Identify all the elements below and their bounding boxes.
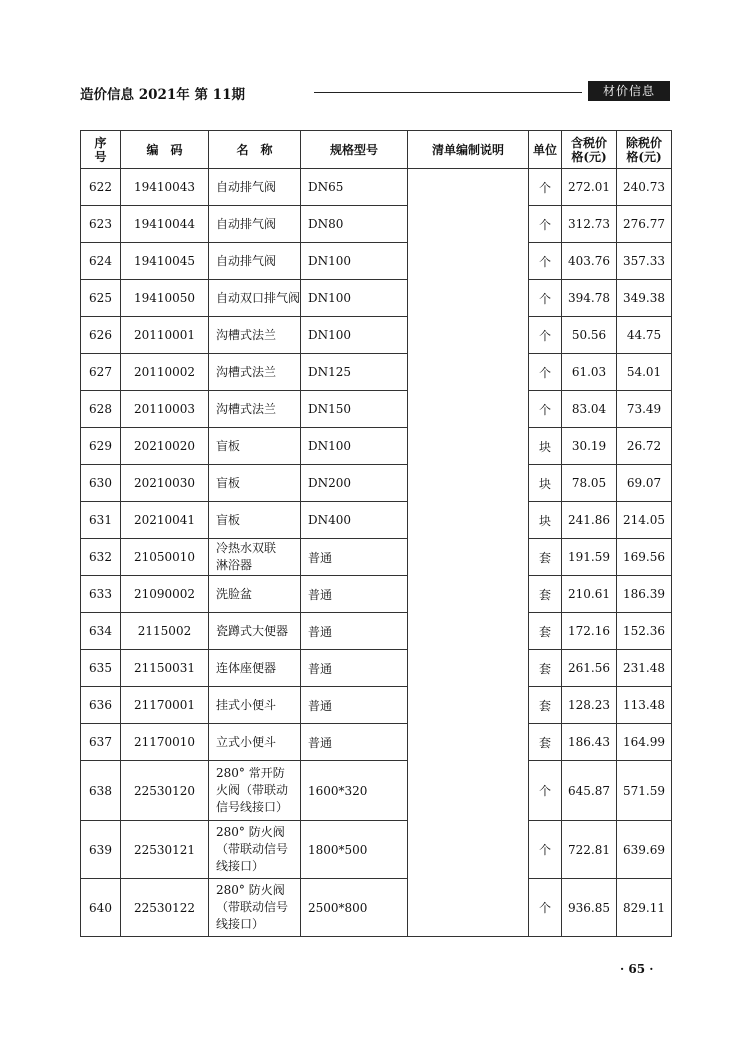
cell-unit: 个	[529, 354, 562, 391]
section-tag: 材价信息	[588, 81, 670, 101]
cell-code: 21170001	[121, 687, 209, 724]
cell-unit: 个	[529, 206, 562, 243]
cell-spec: 1600*320	[301, 761, 408, 821]
cell-name: 自动排气阀	[209, 169, 301, 206]
cell-seq: 640	[81, 879, 121, 937]
cell-unit: 套	[529, 613, 562, 650]
header-code: 编 码	[121, 131, 209, 169]
page-header	[80, 80, 670, 106]
cell-spec: 普通	[301, 687, 408, 724]
cell-seq: 630	[81, 465, 121, 502]
cell-name: 挂式小便斗	[209, 687, 301, 724]
cell-price-tax: 936.85	[562, 879, 617, 937]
table-body	[81, 169, 672, 937]
cell-price-tax: 394.78	[562, 280, 617, 317]
cell-code: 19410045	[121, 243, 209, 280]
cell-price-notax: 73.49	[617, 391, 672, 428]
cell-price-notax: 169.56	[617, 539, 672, 576]
cell-seq: 632	[81, 539, 121, 576]
table-row	[81, 761, 672, 821]
cell-price-notax: 276.77	[617, 206, 672, 243]
cell-name: 沟槽式法兰	[209, 391, 301, 428]
cell-seq: 628	[81, 391, 121, 428]
table-row	[81, 821, 672, 879]
table-row	[81, 391, 672, 428]
cell-name: 自动排气阀	[209, 206, 301, 243]
table-header-row	[81, 131, 672, 169]
cell-name: 沟槽式法兰	[209, 317, 301, 354]
cell-price-notax: 152.36	[617, 613, 672, 650]
table-row	[81, 687, 672, 724]
cell-spec: DN400	[301, 502, 408, 539]
cell-price-tax: 186.43	[562, 724, 617, 761]
cell-code: 19410043	[121, 169, 209, 206]
cell-price-tax: 210.61	[562, 576, 617, 613]
cell-seq: 627	[81, 354, 121, 391]
cell-seq: 624	[81, 243, 121, 280]
cell-price-tax: 191.59	[562, 539, 617, 576]
cell-code: 20210030	[121, 465, 209, 502]
cell-spec: 1800*500	[301, 821, 408, 879]
cell-name: 自动排气阀	[209, 243, 301, 280]
cell-price-notax: 54.01	[617, 354, 672, 391]
cell-code: 22530120	[121, 761, 209, 821]
cell-unit: 个	[529, 317, 562, 354]
price-table	[80, 130, 672, 937]
header-rule	[314, 92, 582, 93]
header-price-notax: 除税价 格(元)	[617, 131, 672, 169]
table-row	[81, 169, 672, 206]
table-row	[81, 613, 672, 650]
table-row	[81, 428, 672, 465]
cell-spec: DN80	[301, 206, 408, 243]
cell-code: 22530121	[121, 821, 209, 879]
cell-price-notax: 231.48	[617, 650, 672, 687]
cell-code: 21090002	[121, 576, 209, 613]
cell-price-notax: 26.72	[617, 428, 672, 465]
cell-seq: 631	[81, 502, 121, 539]
cell-price-tax: 78.05	[562, 465, 617, 502]
cell-spec: DN100	[301, 428, 408, 465]
cell-price-tax: 83.04	[562, 391, 617, 428]
cell-seq: 625	[81, 280, 121, 317]
cell-price-tax: 30.19	[562, 428, 617, 465]
cell-name: 瓷蹲式大便器	[209, 613, 301, 650]
table-row	[81, 206, 672, 243]
publication-title: 造价信息 2021年 第 11期	[80, 87, 245, 103]
page-number: · 65 ·	[620, 962, 654, 976]
cell-unit: 块	[529, 428, 562, 465]
cell-name: 冷热水双联 淋浴器	[209, 539, 301, 576]
cell-price-tax: 261.56	[562, 650, 617, 687]
cell-seq: 639	[81, 821, 121, 879]
cell-price-notax: 829.11	[617, 879, 672, 937]
cell-price-notax: 113.48	[617, 687, 672, 724]
cell-spec: 普通	[301, 576, 408, 613]
cell-spec: DN150	[301, 391, 408, 428]
cell-note	[408, 169, 529, 937]
cell-seq: 635	[81, 650, 121, 687]
cell-code: 21170010	[121, 724, 209, 761]
cell-code: 20110001	[121, 317, 209, 354]
cell-price-tax: 722.81	[562, 821, 617, 879]
cell-code: 20110003	[121, 391, 209, 428]
table-row	[81, 280, 672, 317]
cell-name: 立式小便斗	[209, 724, 301, 761]
cell-seq: 634	[81, 613, 121, 650]
cell-price-notax: 69.07	[617, 465, 672, 502]
cell-unit: 套	[529, 650, 562, 687]
cell-unit: 块	[529, 465, 562, 502]
cell-name: 盲板	[209, 428, 301, 465]
cell-price-tax: 241.86	[562, 502, 617, 539]
table-row	[81, 650, 672, 687]
cell-price-notax: 214.05	[617, 502, 672, 539]
table-row	[81, 724, 672, 761]
cell-name: 280° 常开防 火阀（带联动 信号线接口）	[209, 761, 301, 821]
cell-seq: 637	[81, 724, 121, 761]
cell-unit: 个	[529, 821, 562, 879]
cell-spec: 普通	[301, 613, 408, 650]
table-row	[81, 576, 672, 613]
table-row	[81, 243, 672, 280]
cell-unit: 个	[529, 243, 562, 280]
cell-name: 280° 防火阀 （带联动信号 线接口）	[209, 879, 301, 937]
cell-unit: 个	[529, 391, 562, 428]
header-spec: 规格型号	[301, 131, 408, 169]
cell-unit: 套	[529, 539, 562, 576]
cell-spec: DN65	[301, 169, 408, 206]
cell-code: 20210041	[121, 502, 209, 539]
cell-seq: 626	[81, 317, 121, 354]
cell-name: 280° 防火阀 （带联动信号 线接口）	[209, 821, 301, 879]
cell-price-tax: 645.87	[562, 761, 617, 821]
cell-seq: 638	[81, 761, 121, 821]
cell-unit: 套	[529, 576, 562, 613]
table-row	[81, 317, 672, 354]
header-seq: 序 号	[81, 131, 121, 169]
cell-code: 19410050	[121, 280, 209, 317]
cell-seq: 623	[81, 206, 121, 243]
cell-price-notax: 571.59	[617, 761, 672, 821]
cell-spec: DN200	[301, 465, 408, 502]
cell-price-tax: 172.16	[562, 613, 617, 650]
cell-price-notax: 164.99	[617, 724, 672, 761]
cell-unit: 个	[529, 761, 562, 821]
cell-spec: 普通	[301, 650, 408, 687]
cell-price-notax: 349.38	[617, 280, 672, 317]
cell-seq: 636	[81, 687, 121, 724]
cell-code: 22530122	[121, 879, 209, 937]
cell-spec: DN100	[301, 317, 408, 354]
cell-price-notax: 186.39	[617, 576, 672, 613]
table-row	[81, 539, 672, 576]
cell-name: 自动双口排气阀	[209, 280, 301, 317]
cell-seq: 629	[81, 428, 121, 465]
cell-unit: 套	[529, 724, 562, 761]
cell-code: 2115002	[121, 613, 209, 650]
cell-name: 连体座便器	[209, 650, 301, 687]
cell-unit: 个	[529, 879, 562, 937]
header-note: 清单编制说明	[408, 131, 529, 169]
cell-unit: 套	[529, 687, 562, 724]
cell-price-notax: 240.73	[617, 169, 672, 206]
table-row	[81, 502, 672, 539]
cell-price-tax: 312.73	[562, 206, 617, 243]
cell-unit: 个	[529, 280, 562, 317]
cell-spec: DN125	[301, 354, 408, 391]
cell-code: 19410044	[121, 206, 209, 243]
cell-price-notax: 44.75	[617, 317, 672, 354]
cell-price-tax: 128.23	[562, 687, 617, 724]
header-price-tax: 含税价 格(元)	[562, 131, 617, 169]
cell-unit: 个	[529, 169, 562, 206]
cell-spec: DN100	[301, 243, 408, 280]
cell-name: 沟槽式法兰	[209, 354, 301, 391]
cell-seq: 633	[81, 576, 121, 613]
header-name: 名 称	[209, 131, 301, 169]
cell-name: 盲板	[209, 502, 301, 539]
cell-code: 21050010	[121, 539, 209, 576]
table-row	[81, 879, 672, 937]
cell-code: 21150031	[121, 650, 209, 687]
cell-price-tax: 61.03	[562, 354, 617, 391]
cell-spec: 普通	[301, 539, 408, 576]
cell-price-tax: 403.76	[562, 243, 617, 280]
cell-price-tax: 272.01	[562, 169, 617, 206]
header-unit: 单位	[529, 131, 562, 169]
table-row	[81, 465, 672, 502]
cell-spec: DN100	[301, 280, 408, 317]
cell-price-notax: 357.33	[617, 243, 672, 280]
cell-code: 20110002	[121, 354, 209, 391]
cell-unit: 块	[529, 502, 562, 539]
cell-price-notax: 639.69	[617, 821, 672, 879]
table-row	[81, 354, 672, 391]
cell-seq: 622	[81, 169, 121, 206]
cell-name: 洗脸盆	[209, 576, 301, 613]
cell-spec: 普通	[301, 724, 408, 761]
cell-spec: 2500*800	[301, 879, 408, 937]
cell-price-tax: 50.56	[562, 317, 617, 354]
cell-name: 盲板	[209, 465, 301, 502]
cell-code: 20210020	[121, 428, 209, 465]
